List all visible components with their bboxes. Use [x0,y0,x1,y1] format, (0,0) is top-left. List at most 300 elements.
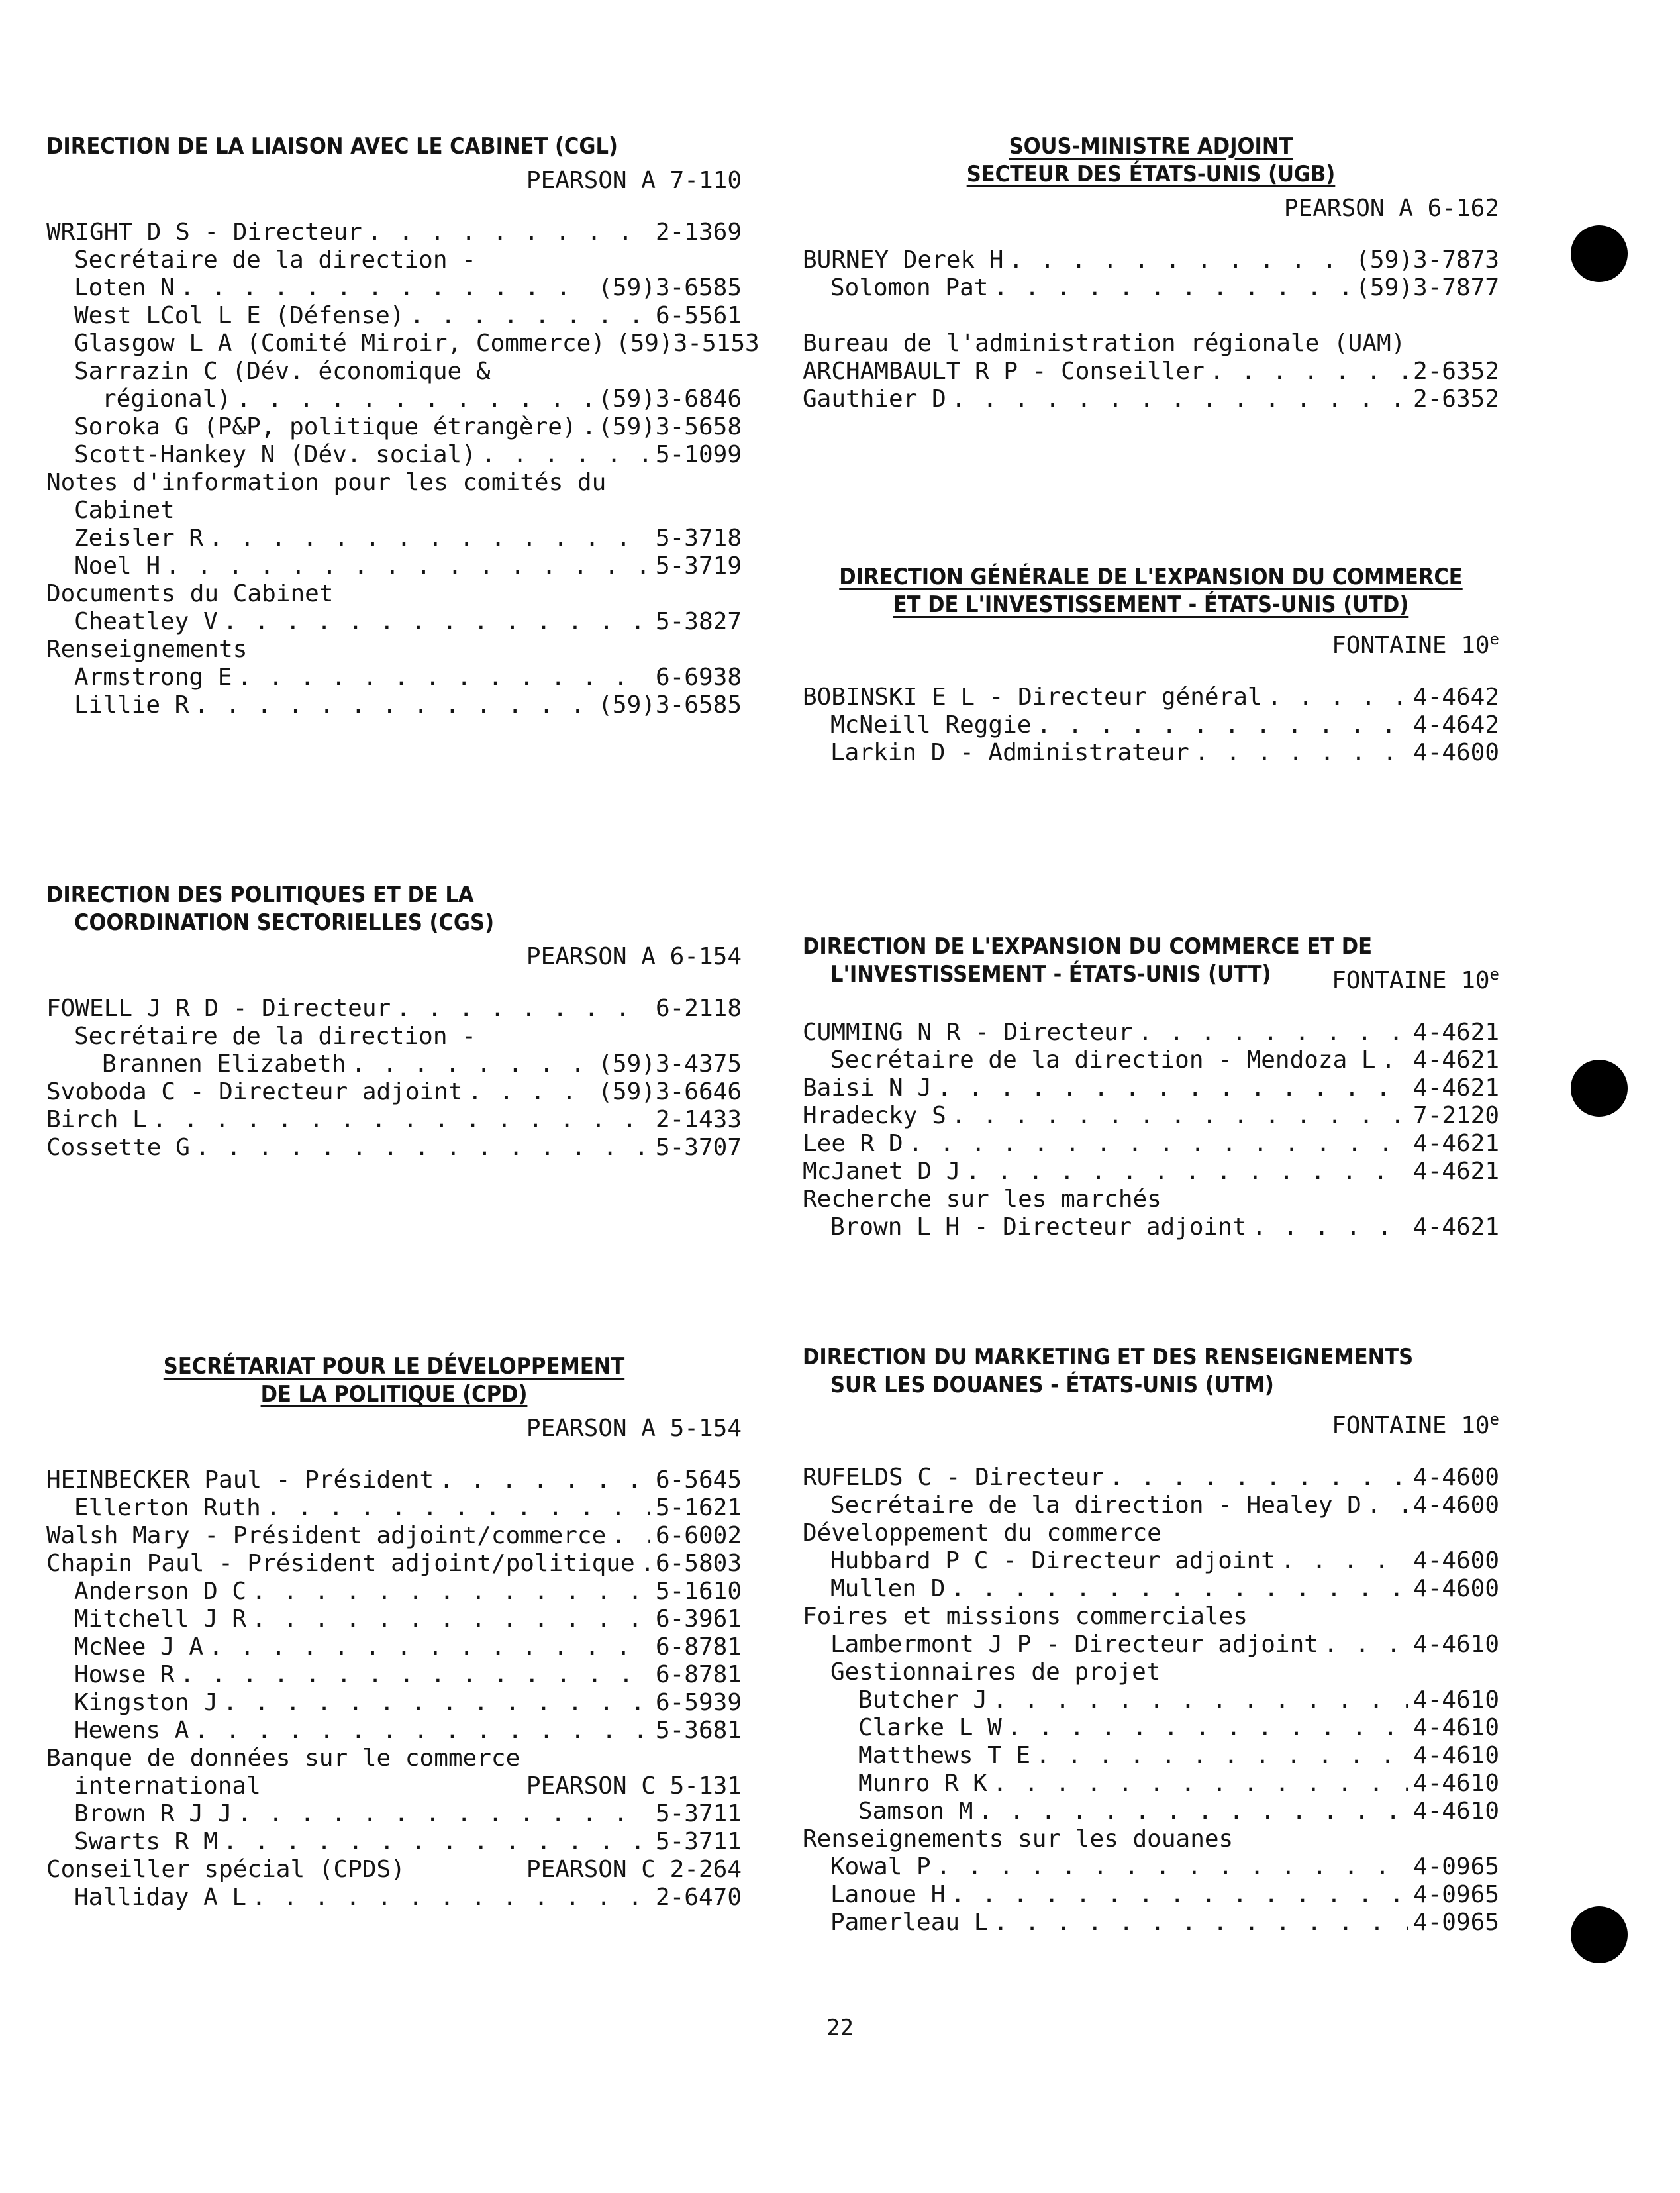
entry-phone: (59)3-6646 [598,1078,742,1105]
directory-entry [46,1772,742,1800]
entry-list [46,219,760,719]
dot-leader [1036,1742,1408,1770]
entry-name: Développement du commerce [803,1519,1161,1547]
directory-entry [803,1714,1499,1742]
section-title-line [803,563,1499,591]
section-title-line [803,132,1499,160]
entry-phone: 5-3719 [655,552,742,580]
section-title-text: ET DE L'INVESTISSEMENT - ÉTATS-UNIS (UTD) [893,591,1409,618]
section-title-line: DIRECTION DE LA LIAISON AVEC LE CABINET (CGL) [46,133,618,160]
entry-name: Brannen Elizabeth [102,1050,346,1078]
directory-entry [46,1466,742,1494]
section-title-line: SUR LES DOUANES - ÉTATS-UNIS (UTM) [830,1372,1274,1398]
entry-name: Hubbard P C - Directeur adjoint [830,1547,1275,1574]
directory-entry [46,302,742,330]
directory-entry [46,1078,742,1106]
dot-leader [640,1550,650,1578]
section-title [46,1352,742,1408]
dot-leader [978,1798,1408,1825]
entry-name: Secrétaire de la direction - Mendoza L [830,1046,1376,1074]
directory-entry [803,1547,1499,1575]
entry-phone: 4-4621 [1412,1130,1499,1157]
entry-phone: 4-4600 [1412,1464,1499,1491]
dot-leader [194,691,593,719]
section-title [803,563,1499,619]
entry-name: WRIGHT D S - Directeur [46,219,362,246]
entry-name: Baisi N J [803,1074,932,1101]
entry-name: Cossette G [46,1134,190,1161]
entry-name: Anderson D C [74,1578,247,1605]
dot-leader [410,302,650,330]
directory-entry [803,1798,1499,1825]
entry-name: Renseignements [46,636,248,663]
entry-list [803,1464,1499,1937]
entry-name: RUFELDS C - Directeur [803,1464,1105,1491]
dot-leader [1007,1714,1408,1742]
dot-leader [252,1606,650,1633]
entry-name: régional) [102,385,232,413]
entry-phone: 5-1621 [655,1494,742,1521]
entry-name: Butcher J [858,1686,988,1713]
entry-name: Matthews T E [858,1742,1031,1769]
entry-name: Pamerleau L [830,1909,989,1936]
entry-name: Foires et missions commerciales [803,1603,1248,1630]
directory-entry [803,711,1499,739]
section-title-line [803,160,1499,188]
directory-entry [46,1884,742,1912]
entry-name: Birch L [46,1106,147,1133]
location-superscript: e [1489,630,1499,648]
dot-leader [993,274,1350,302]
entry-phone: 4-4600 [1412,1547,1499,1574]
entry-phone: 6-5561 [655,302,742,329]
dot-leader [481,441,650,469]
dot-leader [937,1074,1408,1102]
directory-entry [803,1158,1499,1186]
directory-entry [803,1853,1499,1881]
section-title-line: DIRECTION DU MARKETING ET DES RENSEIGNEMENTS [803,1344,1414,1370]
directory-entry [46,552,742,580]
dot-leader [236,385,593,413]
dot-leader [223,1689,650,1717]
directory-entry [803,274,1499,302]
directory-entry [46,608,742,636]
entry-name: Renseignements sur les douanes [803,1825,1234,1853]
entry-phone: (59)3-5658 [598,413,742,440]
dot-leader [993,1909,1408,1937]
entry-name: Banque de données sur le commerce [46,1745,520,1772]
entry-list [803,1019,1499,1241]
entry-name: Lee R D [803,1130,903,1157]
directory-entry [46,1023,742,1050]
entry-phone: 6-6938 [655,664,742,691]
directory-entry [46,413,742,441]
dot-leader [952,1102,1408,1130]
directory-entry [46,1633,742,1661]
directory-entry [46,385,742,413]
directory-entry [803,1130,1499,1158]
entry-name: McJanet D J [803,1158,961,1185]
entry-name: Noel H [74,552,161,580]
entry-name: Lanoue H [830,1881,946,1908]
dot-leader [166,552,650,580]
entry-phone: 6-5645 [655,1466,742,1494]
office-location [803,625,1499,660]
entry-phone: 4-4621 [1412,1158,1499,1185]
entry-phone: (59)3-7873 [1356,246,1499,274]
entry-phone: (59)3-4375 [598,1050,742,1078]
entry-phone: 5-3707 [655,1134,742,1161]
entry-phone: 4-4610 [1412,1714,1499,1741]
directory-entry [46,497,742,525]
entry-name: Notes d'information pour les comités du [46,469,607,496]
directory-entry [803,358,1499,385]
entry-name: Brown R J J [74,1800,232,1827]
entry-phone: 4-0965 [1412,1881,1499,1908]
entry-name: Gestionnaires de projet [830,1658,1161,1686]
dot-leader [180,274,593,302]
directory-entry [46,1606,742,1633]
office-location: PEARSON A 6-154 [526,943,742,970]
entry-name: Lillie R [74,691,189,719]
directory-entry [46,1717,742,1745]
entry-name: Bureau de l'administration régionale (UAM) [803,330,1406,357]
entry-list [46,995,742,1162]
dot-leader [1324,1631,1408,1658]
directory-entry [803,1186,1499,1213]
punch-hole-middle [1571,1060,1628,1117]
directory-entry [46,636,742,664]
directory-entry [46,246,742,274]
entry-name: Kingston J [74,1689,218,1716]
directory-entry [803,1742,1499,1770]
dot-leader [1036,711,1408,739]
entry-spacer [803,302,1499,330]
directory-entry [46,580,742,608]
dot-leader [180,1661,650,1689]
dot-leader [252,1578,650,1606]
dot-leader [1381,1046,1408,1074]
entry-phone: 6-5939 [655,1689,742,1716]
section-cgl [46,132,760,881]
directory-entry [46,1050,742,1078]
directory-entry [803,1658,1499,1686]
directory-entry [803,1603,1499,1631]
entry-phone: 4-4621 [1412,1074,1499,1101]
directory-entry [803,1770,1499,1798]
entry-phone: (59)3-5153 [615,330,760,357]
location-text: FONTAINE 10 [1332,967,1490,994]
office-location: PEARSON A 6-162 [1283,195,1499,222]
dot-leader [993,1686,1408,1714]
entry-list [803,246,1499,413]
entry-name: Documents du Cabinet [46,580,334,607]
dot-leader [237,1800,650,1828]
dot-leader [1109,1464,1408,1492]
section-title-line [46,1380,742,1408]
entry-phone: 4-4600 [1412,1492,1499,1519]
dot-leader [195,1134,650,1162]
entry-phone: PEARSON C 2-264 [526,1856,742,1883]
entry-name: Glasgow L A (Comité Miroir, Commerce) [74,330,605,357]
directory-entry [46,1661,742,1689]
entry-name: Armstrong E [74,664,232,691]
entry-name: Hewens A [74,1717,189,1744]
entry-name: Larkin D - Administrateur [830,739,1189,766]
entry-phone: 5-1099 [655,441,742,468]
location-text: FONTAINE 10 [1332,632,1490,659]
entry-phone: 6-3961 [655,1606,742,1633]
dot-leader [1210,358,1408,385]
entry-name: Kowal P [830,1853,931,1880]
section-utt [803,933,1499,1343]
dot-leader [1281,1547,1408,1575]
entry-name: Lambermont J P - Directeur adjoint [830,1631,1318,1658]
entry-phone: 5-1610 [655,1578,742,1605]
directory-entry [803,739,1499,767]
directory-entry [46,995,742,1023]
dot-leader [194,1717,650,1745]
entry-phone: 4-0965 [1412,1853,1499,1880]
entry-name: BOBINSKI E L - Directeur général [803,684,1262,711]
directory-entry [46,1550,742,1578]
office-location: PEARSON A 5-154 [526,1415,742,1442]
section-title-text: DIRECTION GÉNÉRALE DE L'EXPANSION DU COMMERCE [839,564,1463,590]
entry-name: Howse R [74,1661,175,1688]
entry-name: Mitchell J R [74,1606,247,1633]
punch-hole-top [1571,225,1628,282]
directory-entry [46,274,742,302]
entry-name: HEINBECKER Paul - Président [46,1466,434,1494]
entry-name: FOWELL J R D - Directeur [46,995,391,1022]
entry-phone: PEARSON C 5-131 [526,1772,742,1800]
entry-name: Swarts R M [74,1828,218,1855]
entry-name: ARCHAMBAULT R P - Conseiller [803,358,1205,385]
entry-phone: 5-3718 [655,525,742,552]
directory-entry [803,1909,1499,1937]
dot-leader [468,1078,593,1106]
directory-entry [46,525,742,552]
directory-entry [46,219,742,246]
entry-phone: 4-4642 [1412,711,1499,739]
dot-leader [1267,684,1408,711]
entry-name: Samson M [858,1798,973,1825]
dot-leader [1195,739,1408,767]
entry-name: Munro R K [858,1770,988,1797]
entry-phone: 6-6002 [655,1522,742,1549]
directory-entry [803,1825,1499,1853]
entry-name: McNeill Reggie [830,711,1032,739]
dot-leader [223,608,650,636]
location-superscript: e [1489,965,1499,984]
directory-entry [803,1575,1499,1603]
location-text: FONTAINE 10 [1332,1412,1490,1439]
entry-phone: 4-4610 [1412,1798,1499,1825]
dot-leader [351,1050,593,1078]
section-title [803,132,1499,188]
entry-phone: (59)3-7877 [1356,274,1499,301]
directory-entry [803,1631,1499,1658]
dot-leader [611,1522,650,1550]
entry-phone: 5-3711 [655,1828,742,1855]
section-title-text: DE LA POLITIQUE (CPD) [260,1381,528,1407]
dot-leader [266,1494,650,1522]
entry-name: Secrétaire de la direction - Healey D [830,1492,1361,1519]
entry-phone: 4-4610 [1412,1742,1499,1769]
directory-entry [46,1578,742,1606]
entry-phone: 4-4600 [1412,739,1499,766]
entry-phone: 2-6352 [1412,385,1499,413]
entry-name: Ellerton Ruth [74,1494,261,1521]
entry-phone: 6-8781 [655,1633,742,1660]
entry-name: Chapin Paul - Président adjoint/politique [46,1550,635,1577]
entry-name: Brown L H - Directeur adjoint [830,1213,1247,1241]
section-ugb [803,132,1499,563]
entry-phone: 4-4610 [1412,1770,1499,1797]
entry-phone: 4-4610 [1412,1631,1499,1658]
section-title-text: SECRÉTARIAT POUR LE DÉVELOPPEMENT [163,1353,625,1380]
directory-entry [46,1494,742,1522]
dot-leader [252,1884,650,1912]
entry-name: Secrétaire de la direction - [74,246,476,274]
entry-name: Walsh Mary - Président adjoint/commerce [46,1522,607,1549]
entry-name: Sarrazin C (Dév. économique & [74,358,491,385]
entry-name: Cheatley V [74,608,218,635]
entry-name: West LCol L E (Défense) [74,302,405,329]
dot-leader [1138,1019,1408,1046]
directory-entry [803,1881,1499,1909]
entry-phone: 7-2120 [1412,1102,1499,1129]
dot-leader [209,525,650,552]
dot-leader [950,1881,1408,1909]
section-utm [803,1343,1499,1937]
entry-phone: 4-4621 [1412,1213,1499,1241]
section-title-line: DIRECTION DE L'EXPANSION DU COMMERCE ET DE [803,933,1373,960]
directory-entry [46,330,760,358]
entry-name: McNee J A [74,1633,204,1660]
section-title [803,1343,1499,1399]
section-title-text: SOUS-MINISTRE ADJOINT [1009,133,1293,160]
dot-leader [396,995,650,1023]
entry-phone: 4-4621 [1412,1046,1499,1074]
directory-entry [46,1522,742,1550]
directory-entry [803,330,1499,358]
entry-name: Scott-Hankey N (Dév. social) [74,441,476,468]
entry-phone: 2-1369 [655,219,742,246]
location-superscript: e [1489,1410,1499,1429]
section-title-line: DIRECTION DES POLITIQUES ET DE LA [46,882,474,908]
entry-phone: 4-0965 [1412,1909,1499,1936]
entry-name: Svoboda C - Directeur adjoint [46,1078,463,1105]
directory-entry [803,1102,1499,1130]
directory-entry [46,1134,742,1162]
directory-entry [803,1686,1499,1714]
dot-leader [936,1853,1408,1881]
entry-name: Solomon Pat [830,274,989,301]
dot-leader [237,664,650,691]
directory-entry [46,469,742,497]
directory-entry [46,1689,742,1717]
directory-entry [46,1856,742,1884]
office-location: PEARSON A 7-110 [526,167,742,194]
section-title-line [803,591,1499,619]
entry-phone: 2-6470 [655,1884,742,1911]
entry-list [803,684,1499,767]
section-title [46,881,742,937]
entry-name: Cabinet [74,497,175,524]
dot-leader [993,1770,1408,1798]
entry-list [46,1466,742,1912]
entry-phone: 6-2118 [655,995,742,1022]
directory-entry [46,358,742,385]
directory-entry [46,441,742,469]
directory-entry [803,385,1499,413]
section-utd [803,563,1499,933]
dot-leader [223,1828,650,1856]
entry-name: Recherche sur les marchés [803,1186,1161,1213]
dot-leader [582,413,593,441]
directory-entry [803,246,1499,274]
entry-name: Soroka G (P&P, politique étrangère) [74,413,577,440]
punch-hole-bottom [1571,1906,1628,1963]
entry-phone: 2-6352 [1412,358,1499,385]
directory-entry [46,1800,742,1828]
entry-name: Mullen D [830,1575,946,1602]
section-title-text: SECTEUR DES ÉTATS-UNIS (UGB) [966,161,1336,187]
directory-entry [803,1074,1499,1102]
directory-entry [803,1019,1499,1046]
entry-name: Loten N [74,274,175,301]
dot-leader [952,385,1408,413]
entry-phone: (59)3-6585 [598,691,742,719]
directory-entry [803,1046,1499,1074]
directory-entry [803,1492,1499,1519]
entry-phone: (59)3-6585 [598,274,742,301]
entry-phone: 6-5803 [655,1550,742,1577]
directory-entry [803,1213,1499,1241]
entry-phone: 4-4642 [1412,684,1499,711]
entry-name: BURNEY Derek H [803,246,1004,274]
section-title-line: L'INVESTISSEMENT - ÉTATS-UNIS (UTT) [830,961,1271,988]
dot-leader [1252,1213,1408,1241]
directory-entry [46,1745,742,1772]
entry-phone: 4-4621 [1412,1019,1499,1046]
section-title [46,132,742,160]
directory-entry [46,1106,742,1134]
dot-leader [1009,246,1350,274]
office-location [803,1405,1499,1440]
entry-name: Zeisler R [74,525,204,552]
entry-name: CUMMING N R - Directeur [803,1019,1133,1046]
section-cpd [46,1352,742,1912]
dot-leader [965,1158,1408,1186]
entry-phone: 5-3711 [655,1800,742,1827]
dot-leader [209,1633,650,1661]
page-number: 22 [826,2015,854,2041]
section-cgs [46,881,742,1352]
dot-leader [439,1466,650,1494]
dot-leader [368,219,650,246]
directory-entry [46,1828,742,1856]
dot-leader [1367,1492,1408,1519]
dot-leader [909,1130,1408,1158]
entry-phone: 6-8781 [655,1661,742,1688]
directory-entry [803,684,1499,711]
entry-name: Secrétaire de la direction - [74,1023,476,1050]
section-title-line [46,1352,742,1380]
directory-entry [46,691,742,719]
entry-name: Clarke L W [858,1714,1002,1741]
